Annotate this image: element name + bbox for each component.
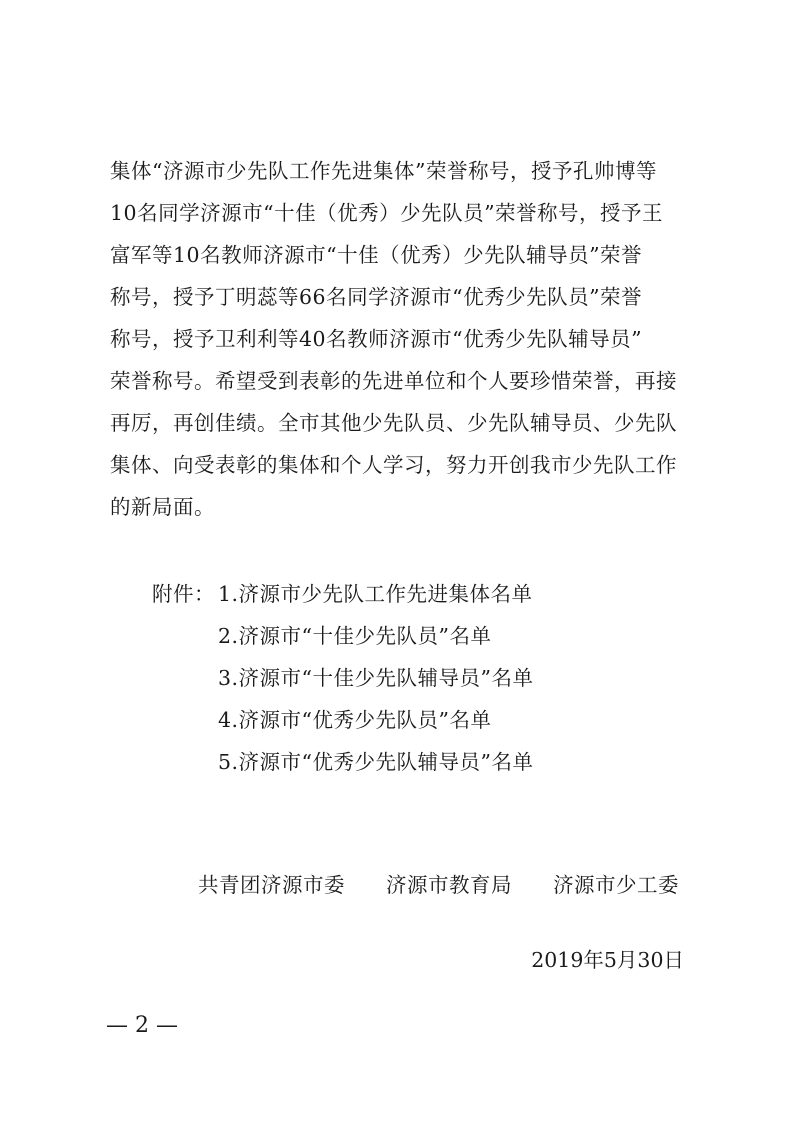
signer-youth-work-committee: 济源市少工委 (553, 873, 680, 897)
attachment-item: 1.济源市少先队工作先进集体名单 (218, 582, 533, 606)
body-line: 10名同学济源市“十佳（优秀）少先队员”荣誉称号，授予王 (110, 201, 664, 225)
body-line: 称号，授予丁明蕊等66名同学济源市“优秀少先队员”荣誉 (110, 285, 643, 309)
attachment-item: 3.济源市“十佳少先队辅导员”名单 (218, 666, 534, 690)
attachment-item: 4.济源市“优秀少先队员”名单 (218, 708, 492, 732)
attachments-list (152, 573, 712, 783)
attachment-row (152, 741, 712, 783)
signer-youth-league: 共青团济源市委 (198, 873, 345, 897)
attachment-row (152, 573, 712, 615)
attachment-item: 2.济源市“十佳少先队员”名单 (218, 624, 492, 648)
attachment-row (152, 657, 712, 699)
body-line: 再厉，再创佳绩。全市其他少先队员、少先队辅导员、少先队 (110, 411, 677, 435)
body-line: 富军等10名教师济源市“十佳（优秀）少先队辅导员”荣誉 (110, 243, 643, 267)
signer-education-bureau: 济源市教育局 (386, 873, 513, 897)
attachment-row (152, 615, 712, 657)
attachment-row (152, 699, 712, 741)
body-paragraph (110, 150, 700, 528)
body-line: 称号，授予卫利利等40名教师济源市“优秀少先队辅导员” (110, 327, 643, 351)
body-line: 的新局面。 (110, 495, 215, 519)
attachment-item: 5.济源市“优秀少先队辅导员”名单 (218, 750, 534, 774)
body-line: 集体、向受表彰的集体和个人学习，努力开创我市少先队工作 (110, 453, 677, 477)
attachments-label: 附件： (152, 582, 215, 606)
signatory-line (198, 865, 718, 905)
page-number: — 2 — (106, 1013, 178, 1038)
body-line: 集体“济源市少先队工作先进集体”荣誉称号，授予孔帅博等 (110, 159, 657, 183)
issue-date: 2019年5月30日 (531, 948, 684, 972)
body-line: 荣誉称号。希望受到表彰的先进单位和个人要珍惜荣誉，再接 (110, 369, 677, 393)
